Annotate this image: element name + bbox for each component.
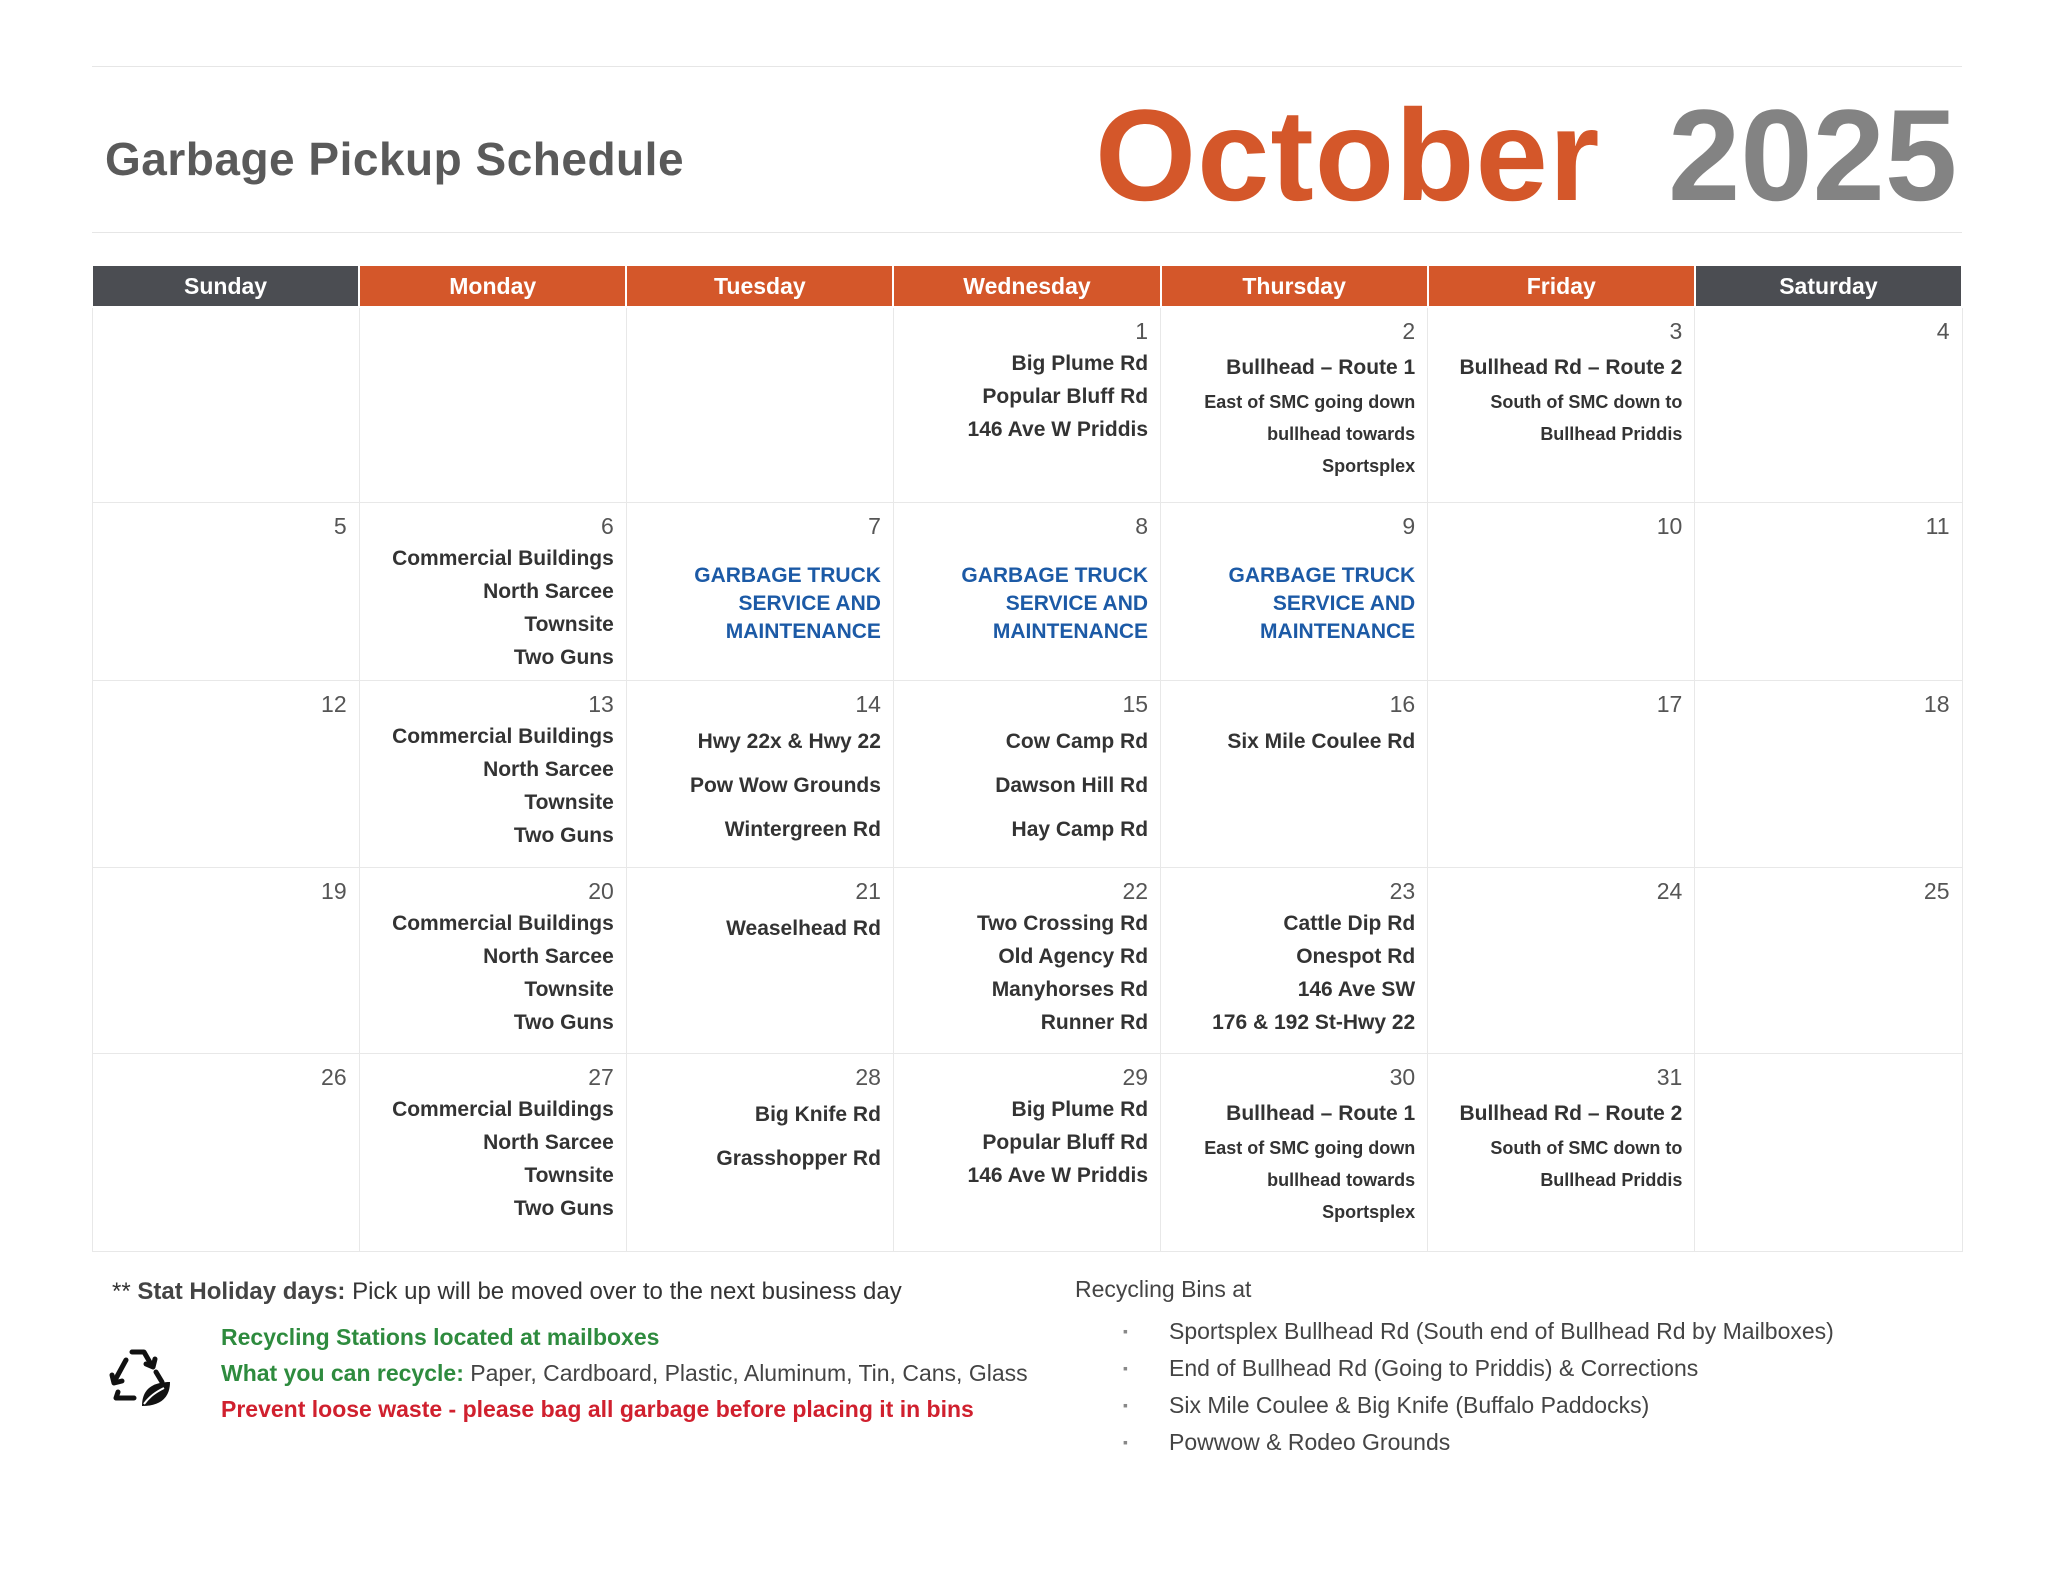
calendar-day-cell [626,680,893,867]
calendar-day-cell [1161,1053,1428,1251]
calendar-day-cell [359,307,626,502]
year-title: 2025 [1668,82,1958,228]
bin-location-text: Powwow & Rodeo Grounds [1169,1429,1451,1455]
calendar-day-cell [1161,680,1428,867]
bullet-icon: ▪ [1123,1360,1128,1376]
month-title: October [1095,82,1601,228]
what-you-can-recycle [221,1360,1028,1387]
calendar-grid [91,264,1963,1252]
weekday-header-row [92,265,1962,307]
day-number: 2 [1402,318,1416,344]
day-number: 24 [1656,877,1683,904]
pickup-entry: Townsite [524,1163,614,1187]
pickup-entry: Runner Rd [1040,1010,1149,1034]
day-number: 7 [868,512,881,539]
pickup-entry: Two Guns [513,645,614,669]
day-number: 27 [588,1063,614,1090]
pickup-entry: Townsite [524,790,614,814]
pickup-entry: North Sarcee [483,1130,614,1154]
route-note: East of SMC going down [1204,1137,1416,1158]
calendar-day-cell [1428,307,1695,502]
pickup-entry: 146 Ave W Priddis [967,418,1149,441]
route-note: Sportsplex [1322,1201,1416,1222]
pickup-entry: Popular Bluff Rd [982,385,1149,408]
pickup-entry: 176 & 192 St-Hwy 22 [1212,1010,1416,1034]
pickup-entry: North Sarcee [483,944,614,968]
pickup-entry: Manyhorses Rd [991,977,1149,1001]
calendar-day-cell [359,1053,626,1251]
service-notice [1169,562,1415,646]
bin-location-item [1075,1424,1975,1461]
prevent-loose-waste-note: Prevent loose waste - please bag all garbage before placing it in bins [221,1396,974,1422]
calendar-week-row [92,680,1962,867]
pickup-entry: 146 Ave W Priddis [967,1163,1149,1187]
pickup-entry: Cattle Dip Rd [1283,911,1416,935]
day-number: 8 [1135,512,1149,539]
day-number: 30 [1389,1063,1416,1090]
header-rule [92,232,1962,233]
route-note: Bullhead Priddis [1540,1169,1683,1190]
calendar-day-cell [1161,502,1428,680]
calendar-day-cell [1428,502,1695,680]
calendar-day-cell [1428,1053,1695,1251]
day-number: 1 [1135,318,1149,344]
calendar-day-cell [626,307,893,502]
calendar-body [92,307,1962,1251]
what-text: Paper, Cardboard, Plastic, Aluminum, Tin, Cans, Glass [470,1360,1028,1386]
pickup-entry: GARBAGE TRUCK [961,563,1149,587]
stat-label: Stat Holiday days: [137,1278,346,1305]
day-number: 5 [333,512,347,539]
calendar-day-cell [626,867,893,1053]
pickup-entry: Old Agency Rd [998,944,1149,968]
day-number: 15 [1122,690,1149,717]
day-number: 26 [321,1063,347,1090]
pickup-entry: Wintergreen Rd [724,817,881,841]
day-number: 28 [855,1063,881,1090]
calendar-day-cell [1695,502,1962,680]
calendar-week-row [92,307,1962,502]
bullet-icon: ▪ [1123,1434,1128,1450]
day-number: 19 [321,877,347,904]
pickup-entry: Bullhead – Route 1 [1226,356,1416,379]
what-label: What you can recycle: [221,1360,464,1386]
day-number: 6 [600,512,614,539]
bins-list [1075,1313,1975,1461]
recycling-stations-note: Recycling Stations located at mailboxes [221,1324,660,1350]
calendar-day-cell [893,307,1160,502]
day-number: 29 [1122,1063,1149,1090]
weekday-header-tuesday: Tuesday [626,265,893,307]
pickup-entry: Two Crossing Rd [976,911,1149,935]
service-notice [902,562,1148,646]
pickup-entry: Big Plume Rd [1011,352,1149,375]
day-number: 22 [1122,877,1149,904]
pickup-entry: MAINTENANCE [1260,619,1416,643]
calendar-day-cell [92,307,359,502]
calendar-day-cell [92,502,359,680]
stat-prefix: ** [112,1278,131,1305]
pickup-entry: Six Mile Coulee Rd [1227,729,1416,753]
day-number: 23 [1389,877,1416,904]
weekday-header-thursday: Thursday [1161,265,1428,307]
pickup-entry: Popular Bluff Rd [982,1130,1149,1154]
pickup-entry: Hay Camp Rd [1011,817,1149,841]
route-note: South of SMC down to [1490,392,1683,412]
bullet-icon: ▪ [1123,1397,1128,1413]
calendar-day-cell [1428,680,1695,867]
footer-notes [112,1278,1072,1306]
day-number: 31 [1656,1063,1683,1090]
pickup-entry: Cow Camp Rd [1005,729,1149,753]
pickup-entry: GARBAGE TRUCK [1228,563,1416,587]
calendar-day-cell [893,1053,1160,1251]
stat-holiday-note [112,1278,1072,1306]
bin-location-item [1075,1350,1975,1387]
calendar-day-cell [1161,867,1428,1053]
route-note: Bullhead Priddis [1540,424,1683,444]
calendar-day-cell [1695,307,1962,502]
pickup-entry: Commercial Buildings [392,724,614,748]
day-number: 17 [1656,690,1683,717]
route-note: bullhead towards [1267,1169,1416,1190]
pickup-entry: Pow Wow Grounds [689,773,881,797]
bins-heading: Recycling Bins at [1075,1276,1252,1302]
pickup-entry: Big Knife Rd [754,1102,881,1126]
calendar-day-cell [359,867,626,1053]
pickup-entry: Bullhead – Route 1 [1226,1101,1416,1125]
day-number: 12 [321,690,347,717]
calendar-day-cell [626,502,893,680]
calendar-day-cell [1695,680,1962,867]
calendar-day-cell [359,502,626,680]
bin-location-text: End of Bullhead Rd (Going to Priddis) & Corrections [1169,1355,1699,1381]
pickup-entry: SERVICE AND [1272,591,1416,615]
pickup-entry: SERVICE AND [1005,591,1149,615]
calendar-day-cell [1695,1053,1962,1251]
top-rule [92,66,1962,67]
pickup-entry: North Sarcee [483,579,614,603]
pickup-entry: Commercial Buildings [392,546,614,570]
day-number: 4 [1936,318,1950,344]
weekday-header-wednesday: Wednesday [893,265,1160,307]
pickup-entry: Two Guns [513,823,614,847]
day-number: 18 [1923,690,1950,717]
day-number: 11 [1925,512,1950,539]
calendar-day-cell [893,867,1160,1053]
pickup-entry: Townsite [524,977,614,1001]
bullet-icon: ▪ [1123,1323,1128,1339]
pickup-entry: Weaselhead Rd [726,916,881,940]
pickup-entry: Two Guns [513,1010,614,1034]
route-note: Sportsplex [1322,456,1416,476]
calendar-day-cell [92,1053,359,1251]
pickup-entry: MAINTENANCE [992,619,1149,643]
day-number: 3 [1669,318,1683,344]
calendar-day-cell [893,680,1160,867]
calendar-week-row [92,867,1962,1053]
pickup-entry: Bullhead Rd – Route 2 [1459,1101,1683,1125]
recycle-icon [104,1342,176,1419]
pickup-entry: Big Plume Rd [1011,1097,1149,1121]
day-number: 9 [1402,512,1416,539]
pickup-entry: Hwy 22x & Hwy 22 [697,729,881,753]
calendar-day-cell [92,867,359,1053]
day-number: 13 [588,690,614,717]
bin-location-item [1075,1313,1975,1350]
weekday-header-saturday: Saturday [1695,265,1962,307]
pickup-entry: Commercial Buildings [392,911,614,935]
day-number: 16 [1389,690,1416,717]
day-number: 20 [588,877,614,904]
calendar-day-cell [1428,867,1695,1053]
calendar-day-cell [359,680,626,867]
calendar-day-cell [92,680,359,867]
page-title: Garbage Pickup Schedule [105,133,685,185]
route-note: South of SMC down to [1490,1137,1683,1158]
calendar-day-cell [626,1053,893,1251]
bin-location-item [1075,1387,1975,1424]
pickup-entry: GARBAGE TRUCK [694,563,881,587]
day-number: 10 [1656,512,1683,539]
pickup-entry: Grasshopper Rd [716,1146,881,1170]
pickup-entry: MAINTENANCE [725,619,881,643]
weekday-header-monday: Monday [359,265,626,307]
pickup-entry: SERVICE AND [738,591,881,615]
route-note: bullhead towards [1267,424,1416,444]
pickup-entry: North Sarcee [483,757,614,781]
day-number: 21 [855,877,881,904]
calendar-week-row [92,1053,1962,1251]
calendar-day-cell [893,502,1160,680]
service-notice [635,562,881,646]
weekday-header-friday: Friday [1428,265,1695,307]
pickup-entry: Commercial Buildings [392,1097,614,1121]
calendar-day-cell [1161,307,1428,502]
bin-location-text: Sportsplex Bullhead Rd (South end of Bullhead Rd by Mailboxes) [1169,1318,1834,1344]
weekday-header-sunday: Sunday [92,265,359,307]
stat-text: Pick up will be moved over to the next business day [352,1278,902,1305]
pickup-entry: Bullhead Rd – Route 2 [1459,356,1683,379]
pickup-entry: Two Guns [513,1196,614,1220]
bin-location-text: Six Mile Coulee & Big Knife (Buffalo Paddocks) [1169,1392,1650,1418]
route-note: East of SMC going down [1204,392,1416,412]
pickup-entry: 146 Ave SW [1297,977,1416,1001]
calendar-week-row [92,502,1962,680]
pickup-entry: Onespot Rd [1296,944,1416,968]
recycling-bins [1075,1276,1975,1461]
day-number: 14 [855,690,881,717]
pickup-entry: Dawson Hill Rd [995,773,1149,797]
pickup-entry: Townsite [524,612,614,636]
day-number: 25 [1923,877,1950,904]
calendar-day-cell [1695,867,1962,1053]
